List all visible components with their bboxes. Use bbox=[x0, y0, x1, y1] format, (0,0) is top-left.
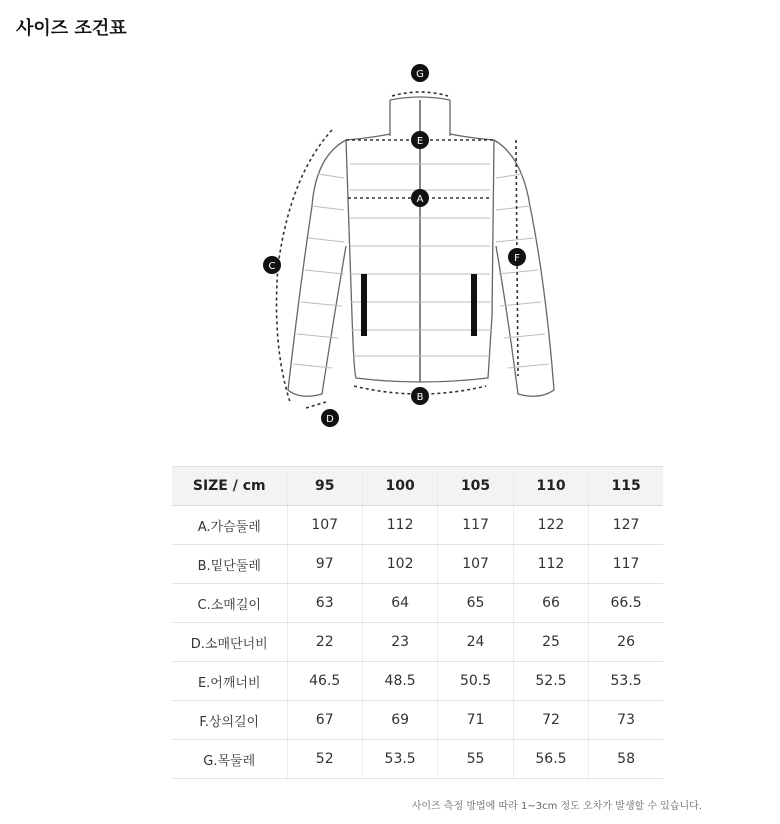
table-cell: 73 bbox=[589, 701, 663, 740]
table-cell: 46.5 bbox=[287, 662, 362, 701]
svg-text:D: D bbox=[326, 414, 334, 425]
left-pocket bbox=[361, 274, 367, 336]
table-cell: 56.5 bbox=[513, 740, 588, 779]
size-chart-table bbox=[172, 466, 663, 779]
table-cell: 52 bbox=[287, 740, 362, 779]
table-cell: 112 bbox=[362, 506, 437, 545]
table-cell: 117 bbox=[589, 545, 663, 584]
table-row bbox=[172, 545, 663, 584]
table-cell: 66 bbox=[513, 584, 588, 623]
header-size-110: 110 bbox=[513, 467, 588, 506]
table-cell: 112 bbox=[513, 545, 588, 584]
header-size-115: 115 bbox=[589, 467, 663, 506]
row-label: B.밑단둘레 bbox=[172, 545, 287, 584]
marker-a bbox=[411, 189, 429, 207]
row-label: G.목둘레 bbox=[172, 740, 287, 779]
table-cell: 69 bbox=[362, 701, 437, 740]
table-cell: 63 bbox=[287, 584, 362, 623]
table-cell: 50.5 bbox=[438, 662, 513, 701]
table-cell: 117 bbox=[438, 506, 513, 545]
table-cell: 97 bbox=[287, 545, 362, 584]
table-cell: 65 bbox=[438, 584, 513, 623]
row-label: F.상의길이 bbox=[172, 701, 287, 740]
row-label: D.소매단너비 bbox=[172, 623, 287, 662]
svg-text:F: F bbox=[514, 253, 520, 264]
table-cell: 122 bbox=[513, 506, 588, 545]
header-size-unit: SIZE / cm bbox=[172, 467, 287, 506]
table-cell: 25 bbox=[513, 623, 588, 662]
header-size-100: 100 bbox=[362, 467, 437, 506]
table-row bbox=[172, 701, 663, 740]
svg-text:G: G bbox=[416, 69, 424, 80]
table-cell: 24 bbox=[438, 623, 513, 662]
marker-c bbox=[263, 256, 281, 274]
table-cell: 48.5 bbox=[362, 662, 437, 701]
svg-text:A: A bbox=[416, 194, 424, 205]
svg-text:B: B bbox=[416, 392, 424, 403]
row-label: C.소매길이 bbox=[172, 584, 287, 623]
marker-e bbox=[411, 131, 429, 149]
table-cell: 66.5 bbox=[589, 584, 663, 623]
jacket-measurement-diagram bbox=[250, 56, 580, 436]
measurement-footnote: 사이즈 측정 방법에 따라 1~3cm 정도 오차가 발생할 수 있습니다. bbox=[411, 801, 702, 812]
table-cell: 127 bbox=[589, 506, 663, 545]
table-cell: 53.5 bbox=[589, 662, 663, 701]
svg-text:C: C bbox=[268, 261, 276, 272]
page-title: 사이즈 조건표 bbox=[16, 18, 127, 39]
row-label: E.어깨너비 bbox=[172, 662, 287, 701]
table-cell: 102 bbox=[362, 545, 437, 584]
table-cell: 23 bbox=[362, 623, 437, 662]
table-cell: 26 bbox=[589, 623, 663, 662]
marker-d bbox=[321, 409, 339, 427]
table-cell: 52.5 bbox=[513, 662, 588, 701]
table-cell: 67 bbox=[287, 701, 362, 740]
right-pocket bbox=[471, 274, 477, 336]
table-cell: 71 bbox=[438, 701, 513, 740]
table-cell: 53.5 bbox=[362, 740, 437, 779]
marker-f bbox=[508, 248, 526, 266]
table-row bbox=[172, 623, 663, 662]
table-cell: 107 bbox=[287, 506, 362, 545]
marker-b bbox=[411, 387, 429, 405]
table-cell: 58 bbox=[589, 740, 663, 779]
table-cell: 107 bbox=[438, 545, 513, 584]
table-row bbox=[172, 740, 663, 779]
table-row bbox=[172, 506, 663, 545]
row-label: A.가슴둘레 bbox=[172, 506, 287, 545]
table-row bbox=[172, 662, 663, 701]
table-cell: 72 bbox=[513, 701, 588, 740]
table-cell: 64 bbox=[362, 584, 437, 623]
table-cell: 55 bbox=[438, 740, 513, 779]
table-row bbox=[172, 584, 663, 623]
svg-text:E: E bbox=[416, 136, 424, 147]
table-header-row bbox=[172, 467, 663, 506]
header-size-105: 105 bbox=[438, 467, 513, 506]
marker-g bbox=[411, 64, 429, 82]
table-cell: 22 bbox=[287, 623, 362, 662]
header-size-95: 95 bbox=[287, 467, 362, 506]
